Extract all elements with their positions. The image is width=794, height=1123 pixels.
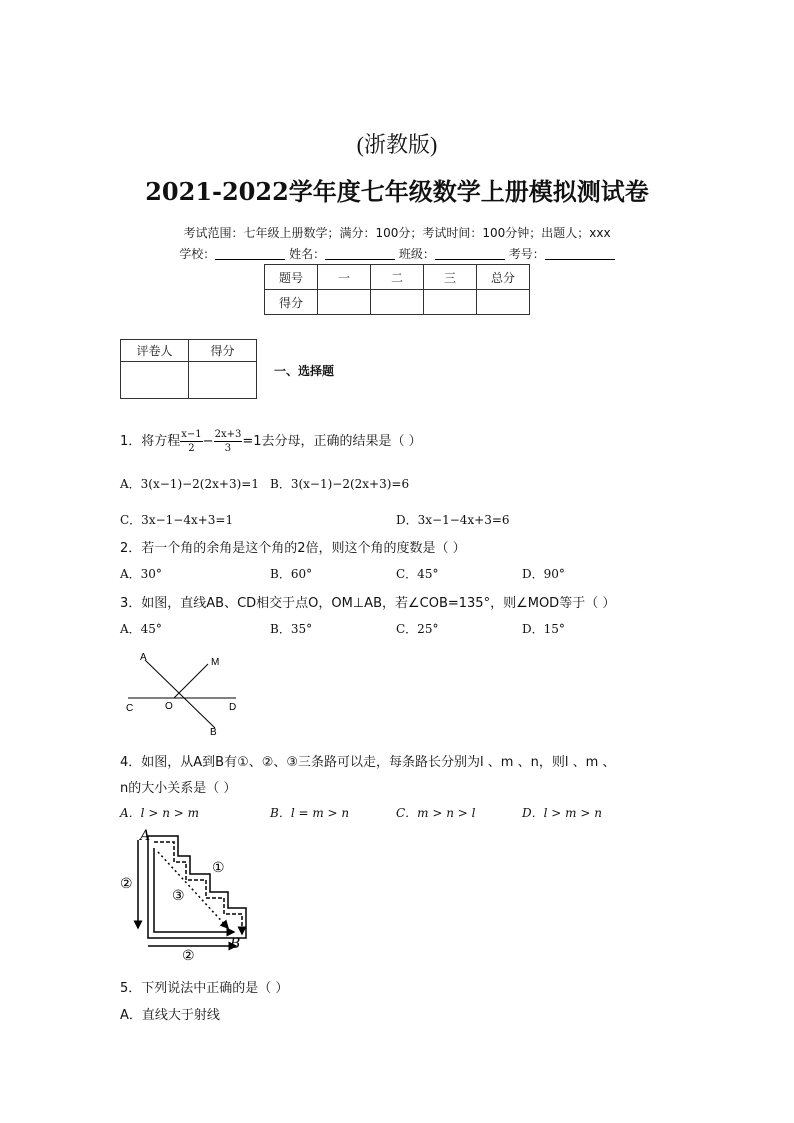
route-1	[154, 842, 242, 934]
question-3: 3．如图，直线AB、CD相交于点O，OM⊥AB，若∠COB=135°，则∠MOD等于（ ）	[120, 596, 616, 611]
q4-option-b[interactable]: B．l = m > n	[270, 806, 350, 820]
q1-option-b[interactable]: B．3(x−1)−2(2x+3)=6	[270, 477, 410, 491]
score-header-cell: 三	[424, 265, 477, 290]
score-cell[interactable]	[477, 290, 530, 315]
exam-meta: 考试范围：七年级上册数学；满分：100分；考试时间：100分钟；出题人；xxx	[183, 226, 611, 240]
point-a: A	[140, 828, 151, 844]
q1-prefix: 1．将方程	[120, 434, 181, 449]
line-ab	[145, 660, 215, 728]
q3-figure	[120, 648, 250, 740]
grader-score-header: 得分	[189, 340, 257, 362]
q5-option-a[interactable]: A．直线大于射线	[120, 1008, 220, 1023]
q2-option-d[interactable]: D．90°	[522, 567, 565, 581]
question-5: 5．下列说法中正确的是（ ）	[120, 981, 289, 996]
label-d: D	[229, 702, 237, 713]
question-4-line-2: n的大小关系是（ ）	[120, 781, 237, 796]
school-label: 学校：	[179, 247, 216, 261]
q2-option-a[interactable]: A．30°	[120, 567, 162, 581]
score-header-cell: 总分	[477, 265, 530, 290]
q1-option-c[interactable]: C．3x−1−4x+3=1	[120, 513, 234, 527]
number-blank[interactable]	[545, 247, 615, 260]
question-2: 2．若一个角的余角是这个角的2倍，则这个角的度数是（ ）	[120, 541, 466, 556]
q2-option-c[interactable]: C．45°	[396, 567, 439, 581]
ray-om	[174, 664, 208, 698]
label-c: C	[126, 703, 134, 714]
q2-option-b[interactable]: B．60°	[270, 567, 313, 581]
q1-minus: −	[202, 434, 214, 449]
q1-fraction-2: $\frac{2x+3}{3}$	[214, 429, 242, 454]
q1-option-a[interactable]: A．3(x−1)−2(2x+3)=1	[120, 477, 259, 491]
score-header-cell: 二	[371, 265, 424, 290]
score-header-cell: 一	[318, 265, 371, 290]
grader-header: 评卷人	[121, 340, 189, 362]
route-2-label: ②	[120, 876, 133, 892]
score-cell[interactable]	[318, 290, 371, 315]
q1-option-d[interactable]: D．3x−1−4x+3=6	[396, 513, 510, 527]
score-row-label: 得分	[265, 290, 318, 315]
class-blank[interactable]	[435, 247, 505, 260]
exam-edition: (浙教版)	[356, 132, 438, 157]
label-o: O	[165, 701, 173, 712]
q1-suffix: =1去分母，正确的结果是（ ）	[242, 434, 422, 449]
q4-option-d[interactable]: D．l > m > n	[522, 806, 602, 820]
q3-option-a[interactable]: A．45°	[120, 622, 162, 636]
score-table	[264, 264, 530, 315]
q3-option-b[interactable]: B．35°	[270, 622, 313, 636]
grader-cell[interactable]	[121, 362, 189, 399]
exam-title: 2021-2022学年度七年级数学上册模拟测试卷	[145, 177, 649, 206]
label-m: M	[211, 657, 220, 668]
score-cell[interactable]	[424, 290, 477, 315]
grader-score-cell[interactable]	[189, 362, 257, 399]
route-1-label: ①	[212, 860, 225, 876]
section-title: 一、选择题	[274, 364, 335, 378]
point-b: B	[230, 936, 241, 952]
route-3-label: ③	[172, 888, 185, 904]
label-a: A	[140, 652, 147, 663]
route-2-bottom-label: ②	[182, 948, 195, 962]
q1-fraction-1: $\frac{x-1}{2}$	[181, 429, 202, 454]
score-header-cell: 题号	[265, 265, 318, 290]
q3-option-c[interactable]: C．25°	[396, 622, 439, 636]
name-blank[interactable]	[325, 247, 395, 260]
score-cell[interactable]	[371, 290, 424, 315]
label-b: B	[210, 727, 217, 738]
route-boundary	[148, 836, 246, 938]
q4-figure	[118, 828, 258, 962]
student-fields	[0, 245, 794, 262]
name-label: 姓名：	[289, 247, 326, 261]
q4-option-c[interactable]: C．m > n > l	[396, 806, 476, 820]
question-1	[120, 428, 422, 455]
q4-option-a[interactable]: A．l > n > m	[120, 806, 199, 820]
school-blank[interactable]	[215, 247, 285, 260]
q3-option-d[interactable]: D．15°	[522, 622, 565, 636]
number-label: 考号：	[508, 247, 545, 261]
grader-table	[120, 339, 257, 399]
class-label: 班级：	[398, 247, 435, 261]
question-4-line-1: 4．如图，从A到B有①、②、③三条路可以走，每条路长分别为l 、m 、n，则l 、m 、	[120, 755, 616, 770]
